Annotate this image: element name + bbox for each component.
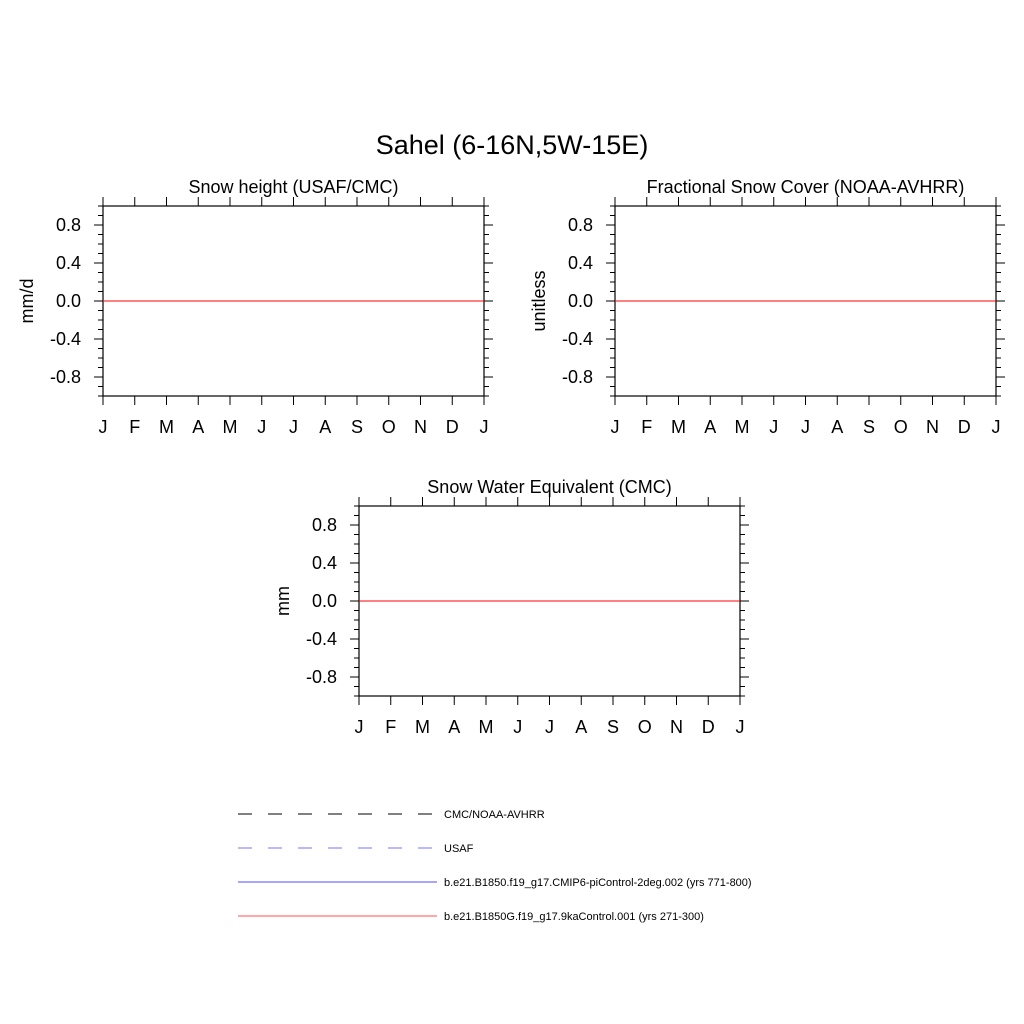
x-tick-label: F: [641, 417, 653, 437]
panel-title: Snow Water Equivalent (CMC): [427, 477, 672, 497]
x-tick-label: F: [129, 417, 141, 437]
legend-entry: [238, 843, 474, 855]
panel-title: Fractional Snow Cover (NOAA-AVHRR): [646, 177, 965, 197]
y-tick-label: -0.4: [561, 329, 593, 349]
panel-1: [17, 177, 493, 437]
x-tick-label: M: [671, 417, 686, 437]
x-tick-label: J: [991, 417, 1001, 437]
x-tick-label: M: [415, 717, 430, 737]
x-tick-label: J: [801, 417, 810, 437]
x-tick-label: O: [381, 417, 396, 437]
x-tick-label: S: [606, 717, 620, 737]
x-tick-label: J: [513, 717, 523, 737]
x-tick-label: M: [222, 417, 238, 437]
y-axis-label: mm/d: [17, 278, 37, 324]
x-tick-label: J: [257, 417, 267, 437]
legend-entry: [238, 911, 704, 923]
panel-2: [529, 177, 1005, 437]
x-tick-label: M: [478, 717, 494, 737]
x-tick-label: M: [734, 417, 750, 437]
y-tick-label: -0.4: [49, 329, 81, 349]
y-tick-label: 0.4: [567, 253, 593, 273]
legend-label: USAF: [444, 843, 474, 855]
y-tick-label: 0.8: [55, 215, 81, 235]
y-axis-label: mm: [273, 586, 293, 616]
x-tick-label: J: [769, 417, 779, 437]
legend-entry: [238, 809, 545, 821]
panels: [17, 177, 1005, 737]
x-tick-label: O: [893, 417, 908, 437]
y-tick-label: -0.8: [305, 667, 337, 687]
x-tick-label: J: [735, 717, 745, 737]
y-tick-label: 0.0: [311, 591, 337, 611]
x-tick-label: N: [670, 717, 683, 737]
x-tick-label: M: [159, 417, 174, 437]
x-tick-label: D: [957, 417, 971, 437]
main-title: Sahel (6-16N,5W-15E): [375, 130, 649, 160]
legend-label: b.e21.B1850G.f19_g17.9kaControl.001 (yrs 271-300): [444, 911, 704, 923]
x-tick-label: J: [545, 717, 554, 737]
x-tick-label: D: [445, 417, 459, 437]
panel-3: [273, 477, 749, 737]
x-tick-label: J: [289, 417, 298, 437]
x-tick-label: J: [610, 417, 620, 437]
x-tick-label: S: [862, 417, 876, 437]
y-tick-label: -0.8: [561, 367, 593, 387]
y-tick-label: 0.0: [55, 291, 81, 311]
x-tick-label: J: [354, 717, 364, 737]
x-tick-label: A: [575, 717, 588, 737]
x-tick-label: S: [350, 417, 364, 437]
x-tick-label: A: [831, 417, 844, 437]
y-tick-label: -0.8: [49, 367, 81, 387]
x-tick-label: J: [98, 417, 108, 437]
y-tick-label: -0.4: [305, 629, 337, 649]
x-tick-label: A: [192, 417, 205, 437]
y-tick-label: 0.4: [311, 553, 337, 573]
x-tick-label: A: [704, 417, 717, 437]
legend-label: CMC/NOAA-AVHRR: [444, 809, 545, 821]
panel-title: Snow height (USAF/CMC): [188, 177, 399, 197]
x-tick-label: J: [479, 417, 489, 437]
x-tick-label: A: [319, 417, 332, 437]
y-tick-label: 0.8: [311, 515, 337, 535]
legend-entry: [238, 877, 752, 889]
y-tick-label: 0.0: [567, 291, 593, 311]
x-tick-label: D: [701, 717, 715, 737]
x-tick-label: O: [637, 717, 652, 737]
y-tick-label: 0.8: [567, 215, 593, 235]
x-tick-label: F: [385, 717, 397, 737]
x-tick-label: A: [448, 717, 461, 737]
x-tick-label: N: [926, 417, 939, 437]
y-axis-label: unitless: [529, 270, 549, 332]
legend-label: b.e21.B1850.f19_g17.CMIP6-piControl-2deg.002 (yrs 771-800): [444, 877, 752, 889]
legend: [238, 809, 752, 923]
x-tick-label: N: [414, 417, 427, 437]
y-tick-label: 0.4: [55, 253, 81, 273]
